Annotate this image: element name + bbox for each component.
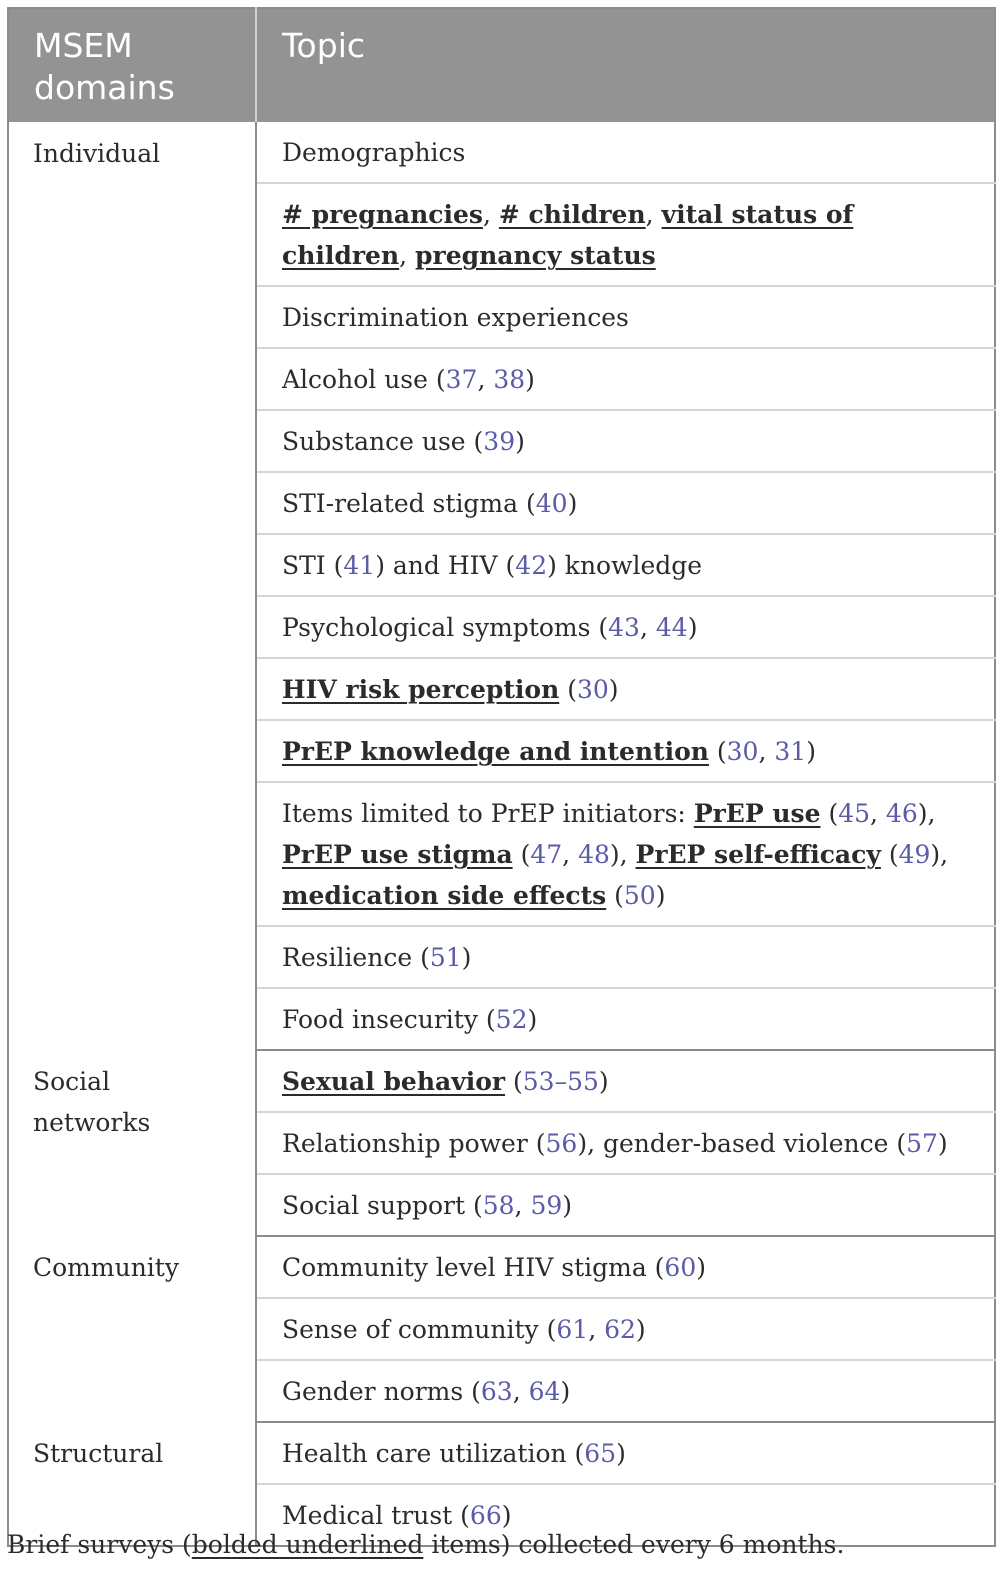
survey-item: medication side effects [282,881,607,910]
table-footnote [7,1527,844,1563]
topic-text: Alcohol use ( [282,365,446,394]
survey-item: PrEP use stigma [282,840,513,869]
citation-ref: 66 [469,1501,502,1530]
topic-text: ) [501,1501,512,1530]
topic-text: , [482,200,499,229]
topic-text: Social support ( [282,1191,483,1220]
header-row [8,8,995,122]
citation-ref: 51 [429,943,462,972]
citation-ref: 30 [726,737,759,766]
topic-text: Sense of community ( [282,1315,557,1344]
topic-text: ), [609,840,636,869]
topic-text: ( [880,840,899,869]
survey-item: PrEP knowledge and intention [282,737,709,766]
topic-text: ), [917,799,936,828]
topic-text: ) [560,1377,571,1406]
table-body [8,122,995,1546]
topic-text: ) [567,489,578,518]
domain-cell: Structural [8,1422,256,1546]
survey-item: PrEP self-efficacy [635,840,881,869]
topic-text: STI ( [282,551,344,580]
topic-text: Community level HIV stigma ( [282,1253,665,1282]
survey-item: Sexual behavior [282,1067,506,1096]
citation-ref: 64 [528,1377,561,1406]
survey-item: # pregnancies [282,200,483,229]
header-msem-domains: MSEM domains [8,8,256,122]
topic-text: Relationship power ( [282,1129,546,1158]
citation-ref: 31 [774,737,807,766]
topic-text: Discrimination experiences [282,303,629,332]
topic-text: ) knowledge [547,551,703,580]
topic-text: ( [559,675,577,704]
topic-cell [256,1360,995,1422]
citation-ref: 41 [343,551,376,580]
citation-ref: 47 [530,840,563,869]
topic-text: ) [598,1067,609,1096]
topic-text: ( [708,737,727,766]
topic-text: , [758,737,775,766]
topic-cell [256,183,995,286]
topic-cell [256,534,995,596]
citation-ref: 42 [515,551,548,580]
topic-cell [256,988,995,1050]
topic-text: Items limited to PrEP initiators: [282,799,694,828]
topic-text: , [477,365,494,394]
topic-cell [256,1298,995,1360]
topic-text: , [514,1191,531,1220]
topic-text: , [588,1315,605,1344]
topic-text: Demographics [282,138,466,167]
topic-text: Psychological symptoms ( [282,613,609,642]
topic-cell [256,1112,995,1174]
topic-text: ) [655,881,666,910]
topic-text: ), gender-based violence ( [577,1129,907,1158]
citation-ref: 39 [483,427,516,456]
topic-text: , [399,241,416,270]
citation-ref: 48 [578,840,610,869]
survey-item: # children [498,200,646,229]
topic-text: ) [525,365,535,394]
msem-topics-table [7,7,996,1547]
topic-text: ( [606,881,624,910]
topic-text: ) [461,943,472,972]
citation-ref: 57 [906,1129,938,1158]
survey-item: vital status of children [282,200,854,270]
topic-cell [256,1422,995,1484]
topic-text: ), [930,840,949,869]
topic-text: ) [635,1315,646,1344]
table-row [8,1050,995,1112]
topic-text: Gender norms ( [282,1377,481,1406]
table-row [8,1422,995,1484]
citation-ref: 49 [898,840,931,869]
topic-text: ) [527,1005,538,1034]
topic-text: , [512,1377,529,1406]
citation-ref: 46 [885,799,918,828]
citation-ref: 62 [604,1315,636,1344]
topic-cell [256,926,995,988]
topic-cell [256,1236,995,1298]
survey-item: pregnancy status [415,241,656,270]
topic-text: ( [512,840,531,869]
topic-cell [256,1050,995,1112]
topic-text: Medical trust ( [282,1501,470,1530]
citation-ref: 65 [584,1439,617,1468]
topic-text: ) [562,1191,573,1220]
topic-text: , [870,799,886,828]
topic-text: ) [806,737,816,766]
topic-cell [256,348,995,410]
survey-item: PrEP use [693,799,821,828]
citation-ref: 59 [530,1191,563,1220]
topic-cell [256,1174,995,1236]
citation-ref: 52 [495,1005,528,1034]
table-row [8,1236,995,1298]
topic-text: ) [608,675,619,704]
citation-ref: 45 [838,799,871,828]
topic-text: ( [820,799,839,828]
topic-text: Health care utilization ( [282,1439,585,1468]
citation-ref: 37 [445,365,478,394]
footnote-pre: Brief surveys ( [7,1530,192,1559]
table-row [8,122,995,183]
citation-ref: 60 [664,1253,697,1282]
topic-text: ) [687,613,698,642]
topic-text: ) [616,1439,626,1468]
citation-ref: 44 [655,613,688,642]
topic-text: , [645,200,662,229]
topic-cell [256,658,995,720]
citation-ref: 43 [608,613,640,642]
citation-ref: 53–55 [522,1067,599,1096]
footnote-underlined: bolded underlined [191,1530,424,1559]
topic-cell [256,782,995,926]
topic-text: STI-related stigma ( [282,489,536,518]
topic-text: ) [937,1129,948,1158]
topic-text: ) [515,427,525,456]
citation-ref: 63 [480,1377,513,1406]
topic-cell [256,122,995,183]
domain-cell: Community [8,1236,256,1422]
topic-text: Resilience ( [282,943,430,972]
topic-cell [256,410,995,472]
topic-text: ) and HIV ( [375,551,516,580]
topic-cell [256,472,995,534]
topic-text: ( [505,1067,523,1096]
citation-ref: 56 [545,1129,578,1158]
topic-text: Food insecurity ( [282,1005,496,1034]
citation-ref: 40 [535,489,568,518]
citation-ref: 61 [556,1315,589,1344]
footnote-post: items) collected every 6 months. [423,1530,845,1559]
topic-text: , [562,840,579,869]
topic-text: , [639,613,656,642]
citation-ref: 30 [576,675,609,704]
topic-cell [256,286,995,348]
topic-cell [256,596,995,658]
survey-item: HIV risk perception [282,675,560,704]
topic-text: ) [696,1253,706,1282]
citation-ref: 38 [493,365,526,394]
topic-text: Substance use ( [282,427,484,456]
header-topic: Topic [256,8,995,122]
domain-cell: Individual [8,122,256,1050]
citation-ref: 50 [623,881,656,910]
citation-ref: 58 [482,1191,515,1220]
topic-cell [256,720,995,782]
domain-cell: Social networks [8,1050,256,1236]
